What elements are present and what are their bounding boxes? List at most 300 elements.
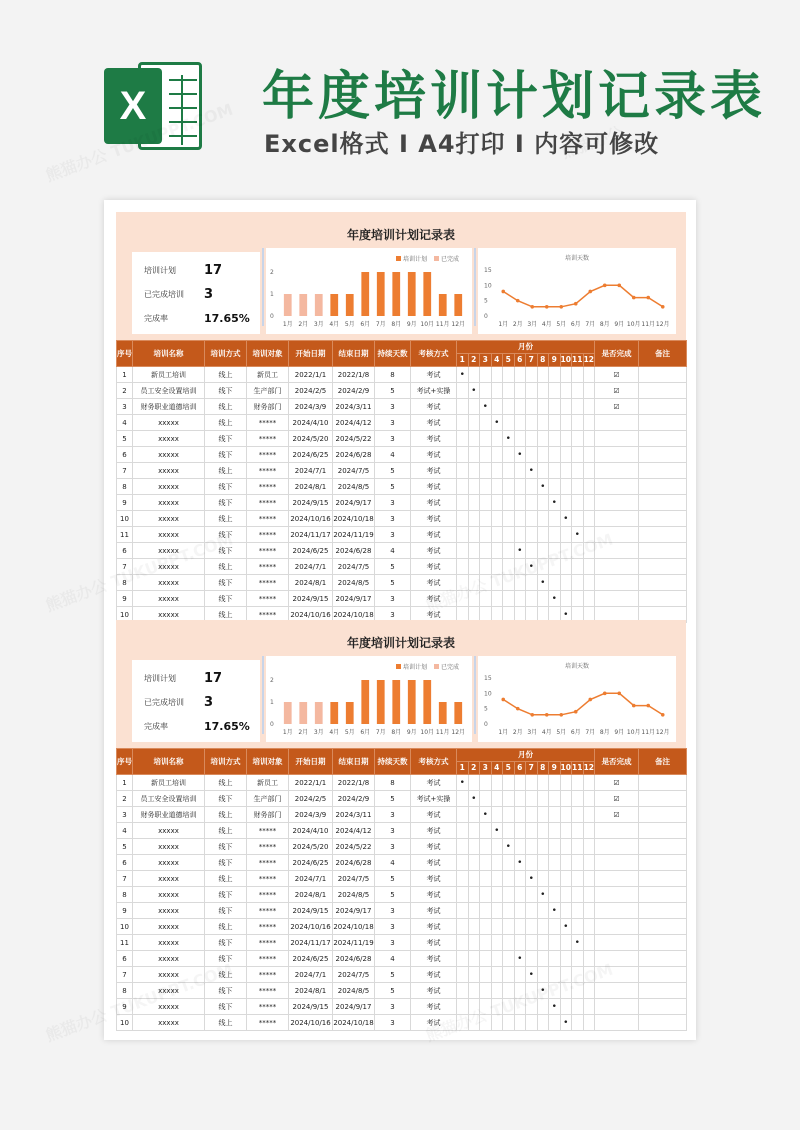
month-cell[interactable] [514, 367, 526, 383]
remark-cell[interactable] [639, 791, 687, 807]
completed-cell[interactable] [595, 935, 639, 951]
table-cell[interactable]: 2024/2/9 [333, 383, 375, 399]
table-cell[interactable]: 2024/5/20 [289, 431, 333, 447]
table-cell[interactable]: 2024/9/17 [333, 903, 375, 919]
month-cell[interactable] [503, 463, 515, 479]
month-cell[interactable] [480, 903, 492, 919]
table-cell[interactable]: ***** [247, 919, 289, 935]
table-cell[interactable]: 线上 [205, 807, 247, 823]
completed-cell[interactable] [595, 791, 639, 807]
month-cell[interactable] [549, 935, 561, 951]
remark-cell[interactable] [639, 447, 687, 463]
table-cell[interactable]: ***** [247, 447, 289, 463]
table-cell[interactable]: 3 [375, 903, 411, 919]
month-cell[interactable] [537, 367, 549, 383]
month-cell[interactable] [514, 823, 526, 839]
table-cell[interactable]: xxxxx [133, 983, 205, 999]
month-cell[interactable] [503, 543, 515, 559]
remark-cell[interactable] [639, 559, 687, 575]
month-cell[interactable] [514, 935, 526, 951]
month-cell[interactable] [583, 935, 595, 951]
table-cell[interactable]: 考试 [411, 967, 457, 983]
table-cell[interactable]: 5 [375, 871, 411, 887]
table-cell[interactable]: ***** [247, 999, 289, 1015]
month-cell[interactable] [480, 511, 492, 527]
table-cell[interactable]: 2024/5/20 [289, 839, 333, 855]
table-cell[interactable]: 9 [117, 903, 133, 919]
table-cell[interactable]: xxxxx [133, 543, 205, 559]
table-cell[interactable]: 考试 [411, 919, 457, 935]
table-cell[interactable]: 2024/6/25 [289, 951, 333, 967]
table-cell[interactable]: 考试 [411, 511, 457, 527]
month-cell[interactable] [457, 511, 469, 527]
month-cell[interactable] [514, 839, 526, 855]
table-cell[interactable]: 2024/7/5 [333, 559, 375, 575]
month-cell[interactable] [503, 967, 515, 983]
table-cell[interactable]: 6 [117, 543, 133, 559]
month-cell[interactable] [572, 511, 584, 527]
month-cell[interactable] [491, 415, 503, 431]
table-cell[interactable]: ***** [247, 887, 289, 903]
month-cell[interactable] [491, 839, 503, 855]
month-cell[interactable] [491, 479, 503, 495]
table-cell[interactable]: 线下 [205, 887, 247, 903]
month-cell[interactable] [583, 415, 595, 431]
completed-cell[interactable] [595, 399, 639, 415]
table-cell[interactable]: 2022/1/1 [289, 775, 333, 791]
table-cell[interactable]: xxxxx [133, 887, 205, 903]
month-cell[interactable] [560, 591, 572, 607]
month-cell[interactable] [549, 511, 561, 527]
table-cell[interactable]: ***** [247, 463, 289, 479]
month-cell[interactable] [537, 951, 549, 967]
month-cell[interactable] [491, 463, 503, 479]
month-cell[interactable] [526, 903, 538, 919]
month-cell[interactable] [457, 415, 469, 431]
month-cell[interactable] [514, 1015, 526, 1031]
month-cell[interactable] [503, 919, 515, 935]
table-cell[interactable]: 10 [117, 511, 133, 527]
table-cell[interactable]: xxxxx [133, 415, 205, 431]
month-cell[interactable] [457, 431, 469, 447]
table-cell[interactable]: 2024/4/10 [289, 823, 333, 839]
remark-cell[interactable] [639, 823, 687, 839]
table-cell[interactable]: 4 [375, 855, 411, 871]
completed-cell[interactable] [595, 559, 639, 575]
month-cell[interactable] [457, 463, 469, 479]
table-cell[interactable]: 10 [117, 607, 133, 623]
month-cell[interactable] [560, 367, 572, 383]
month-cell[interactable] [468, 479, 480, 495]
table-cell[interactable]: ***** [247, 431, 289, 447]
month-cell[interactable] [560, 791, 572, 807]
month-cell[interactable] [491, 431, 503, 447]
month-cell[interactable] [457, 919, 469, 935]
table-cell[interactable]: 5 [375, 559, 411, 575]
table-cell[interactable]: 3 [117, 807, 133, 823]
table-cell[interactable]: 考试 [411, 903, 457, 919]
month-cell[interactable] [583, 839, 595, 855]
month-cell[interactable] [572, 871, 584, 887]
table-cell[interactable]: 2 [117, 383, 133, 399]
month-cell[interactable] [491, 967, 503, 983]
table-cell[interactable]: 考试 [411, 559, 457, 575]
remark-cell[interactable] [639, 591, 687, 607]
month-cell[interactable] [503, 399, 515, 415]
month-cell[interactable] [572, 791, 584, 807]
month-cell[interactable] [468, 399, 480, 415]
table-cell[interactable]: xxxxx [133, 903, 205, 919]
month-cell[interactable] [583, 807, 595, 823]
month-cell[interactable] [560, 775, 572, 791]
completed-cell[interactable] [595, 903, 639, 919]
table-cell[interactable]: 1 [117, 367, 133, 383]
table-cell[interactable]: 3 [117, 399, 133, 415]
table-cell[interactable]: 8 [117, 479, 133, 495]
completed-cell[interactable] [595, 983, 639, 999]
month-cell[interactable] [468, 935, 480, 951]
table-cell[interactable]: 2022/1/8 [333, 775, 375, 791]
month-cell[interactable] [537, 527, 549, 543]
month-cell[interactable] [572, 935, 584, 951]
completed-cell[interactable] [595, 999, 639, 1015]
table-cell[interactable]: ***** [247, 527, 289, 543]
table-cell[interactable]: 2024/9/17 [333, 495, 375, 511]
month-cell[interactable] [526, 871, 538, 887]
completed-cell[interactable] [595, 807, 639, 823]
table-cell[interactable]: 2024/10/18 [333, 511, 375, 527]
table-cell[interactable]: 考试 [411, 983, 457, 999]
month-cell[interactable] [560, 511, 572, 527]
month-cell[interactable] [537, 447, 549, 463]
remark-cell[interactable] [639, 951, 687, 967]
table-cell[interactable]: 3 [375, 807, 411, 823]
month-cell[interactable] [560, 463, 572, 479]
month-cell[interactable] [560, 415, 572, 431]
month-cell[interactable] [583, 591, 595, 607]
month-cell[interactable] [537, 775, 549, 791]
month-cell[interactable] [480, 431, 492, 447]
month-cell[interactable] [491, 399, 503, 415]
month-cell[interactable] [491, 367, 503, 383]
month-cell[interactable] [457, 791, 469, 807]
table-cell[interactable]: 3 [375, 823, 411, 839]
month-cell[interactable] [526, 967, 538, 983]
month-cell[interactable] [526, 479, 538, 495]
month-cell[interactable] [583, 823, 595, 839]
month-cell[interactable] [549, 823, 561, 839]
table-cell[interactable]: xxxxx [133, 607, 205, 623]
month-cell[interactable] [572, 383, 584, 399]
month-cell[interactable] [514, 791, 526, 807]
month-cell[interactable] [503, 479, 515, 495]
month-cell[interactable] [526, 447, 538, 463]
month-cell[interactable] [537, 935, 549, 951]
remark-cell[interactable] [639, 431, 687, 447]
month-cell[interactable] [560, 935, 572, 951]
month-cell[interactable] [572, 823, 584, 839]
table-cell[interactable]: 2024/8/1 [289, 983, 333, 999]
table-cell[interactable]: 5 [117, 431, 133, 447]
table-cell[interactable]: ***** [247, 823, 289, 839]
month-cell[interactable] [526, 791, 538, 807]
month-cell[interactable] [537, 383, 549, 399]
month-cell[interactable] [537, 591, 549, 607]
table-cell[interactable]: 考试 [411, 527, 457, 543]
table-cell[interactable]: 3 [375, 591, 411, 607]
table-cell[interactable]: 2024/4/12 [333, 823, 375, 839]
table-cell[interactable]: 10 [117, 919, 133, 935]
month-cell[interactable] [491, 887, 503, 903]
table-cell[interactable]: 4 [375, 951, 411, 967]
month-cell[interactable] [480, 871, 492, 887]
table-cell[interactable]: 线下 [205, 839, 247, 855]
month-cell[interactable] [583, 575, 595, 591]
month-cell[interactable] [503, 775, 515, 791]
month-cell[interactable] [560, 807, 572, 823]
table-cell[interactable]: 2024/3/9 [289, 399, 333, 415]
table-cell[interactable]: xxxxx [133, 839, 205, 855]
month-cell[interactable] [480, 919, 492, 935]
month-cell[interactable] [572, 447, 584, 463]
month-cell[interactable] [457, 807, 469, 823]
month-cell[interactable] [514, 775, 526, 791]
month-cell[interactable] [583, 887, 595, 903]
table-cell[interactable]: 线上 [205, 399, 247, 415]
table-cell[interactable]: 2024/6/28 [333, 855, 375, 871]
month-cell[interactable] [457, 543, 469, 559]
table-cell[interactable]: 线上 [205, 967, 247, 983]
month-cell[interactable] [514, 495, 526, 511]
month-cell[interactable] [560, 383, 572, 399]
month-cell[interactable] [514, 527, 526, 543]
month-cell[interactable] [457, 935, 469, 951]
table-cell[interactable]: xxxxx [133, 823, 205, 839]
completed-cell[interactable] [595, 855, 639, 871]
month-cell[interactable] [457, 559, 469, 575]
month-cell[interactable] [549, 951, 561, 967]
remark-cell[interactable] [639, 807, 687, 823]
month-cell[interactable] [503, 951, 515, 967]
table-cell[interactable]: 财务职业道德培训 [133, 399, 205, 415]
completed-cell[interactable] [595, 415, 639, 431]
table-cell[interactable]: 新员工培训 [133, 367, 205, 383]
month-cell[interactable] [526, 823, 538, 839]
month-cell[interactable] [549, 527, 561, 543]
month-cell[interactable] [480, 367, 492, 383]
table-cell[interactable]: 6 [117, 447, 133, 463]
month-cell[interactable] [514, 807, 526, 823]
month-cell[interactable] [526, 775, 538, 791]
month-cell[interactable] [457, 495, 469, 511]
table-cell[interactable]: 2024/4/12 [333, 415, 375, 431]
table-cell[interactable]: 考试 [411, 935, 457, 951]
month-cell[interactable] [560, 855, 572, 871]
month-cell[interactable] [549, 839, 561, 855]
month-cell[interactable] [537, 903, 549, 919]
table-cell[interactable]: 考试+实操 [411, 383, 457, 399]
month-cell[interactable] [549, 887, 561, 903]
table-cell[interactable]: 线下 [205, 543, 247, 559]
month-cell[interactable] [514, 399, 526, 415]
table-cell[interactable]: 6 [117, 951, 133, 967]
month-cell[interactable] [491, 775, 503, 791]
month-cell[interactable] [514, 431, 526, 447]
table-cell[interactable]: 6 [117, 855, 133, 871]
month-cell[interactable] [549, 1015, 561, 1031]
table-cell[interactable]: 线下 [205, 983, 247, 999]
month-cell[interactable] [526, 463, 538, 479]
month-cell[interactable] [526, 839, 538, 855]
table-cell[interactable]: ***** [247, 983, 289, 999]
table-cell[interactable]: 2024/10/18 [333, 919, 375, 935]
remark-cell[interactable] [639, 479, 687, 495]
month-cell[interactable] [560, 479, 572, 495]
table-cell[interactable]: xxxxx [133, 951, 205, 967]
month-cell[interactable] [537, 511, 549, 527]
month-cell[interactable] [572, 415, 584, 431]
completed-cell[interactable] [595, 823, 639, 839]
month-cell[interactable] [468, 527, 480, 543]
table-cell[interactable]: 3 [375, 935, 411, 951]
month-cell[interactable] [457, 775, 469, 791]
month-cell[interactable] [572, 839, 584, 855]
month-cell[interactable] [468, 447, 480, 463]
month-cell[interactable] [457, 871, 469, 887]
table-cell[interactable]: 线下 [205, 479, 247, 495]
remark-cell[interactable] [639, 383, 687, 399]
table-cell[interactable]: 2024/11/19 [333, 527, 375, 543]
month-cell[interactable] [560, 903, 572, 919]
table-cell[interactable]: 5 [375, 479, 411, 495]
table-cell[interactable]: 2024/8/5 [333, 575, 375, 591]
month-cell[interactable] [526, 591, 538, 607]
month-cell[interactable] [468, 839, 480, 855]
table-cell[interactable]: 线下 [205, 951, 247, 967]
table-cell[interactable]: 3 [375, 999, 411, 1015]
month-cell[interactable] [583, 463, 595, 479]
remark-cell[interactable] [639, 527, 687, 543]
table-cell[interactable]: 2024/9/17 [333, 591, 375, 607]
month-cell[interactable] [491, 495, 503, 511]
table-cell[interactable]: 2024/4/10 [289, 415, 333, 431]
month-cell[interactable] [583, 855, 595, 871]
month-cell[interactable] [468, 855, 480, 871]
table-cell[interactable]: 2024/11/17 [289, 935, 333, 951]
month-cell[interactable] [537, 807, 549, 823]
month-cell[interactable] [583, 367, 595, 383]
month-cell[interactable] [491, 855, 503, 871]
table-cell[interactable]: 线上 [205, 415, 247, 431]
month-cell[interactable] [526, 1015, 538, 1031]
month-cell[interactable] [583, 511, 595, 527]
table-cell[interactable]: 7 [117, 967, 133, 983]
month-cell[interactable] [503, 591, 515, 607]
month-cell[interactable] [480, 855, 492, 871]
remark-cell[interactable] [639, 415, 687, 431]
completed-cell[interactable] [595, 919, 639, 935]
table-cell[interactable]: 3 [375, 527, 411, 543]
table-cell[interactable]: 考试 [411, 823, 457, 839]
month-cell[interactable] [560, 839, 572, 855]
table-cell[interactable]: 5 [375, 575, 411, 591]
month-cell[interactable] [572, 591, 584, 607]
month-cell[interactable] [457, 967, 469, 983]
table-cell[interactable]: 生产部门 [247, 791, 289, 807]
table-cell[interactable]: 8 [117, 887, 133, 903]
table-cell[interactable]: 2024/10/16 [289, 919, 333, 935]
month-cell[interactable] [514, 591, 526, 607]
table-cell[interactable]: 2024/9/15 [289, 495, 333, 511]
completed-cell[interactable] [595, 511, 639, 527]
remark-cell[interactable] [639, 543, 687, 559]
table-cell[interactable]: 4 [375, 543, 411, 559]
table-cell[interactable]: 考试 [411, 543, 457, 559]
month-cell[interactable] [572, 1015, 584, 1031]
month-cell[interactable] [526, 807, 538, 823]
month-cell[interactable] [514, 887, 526, 903]
month-cell[interactable] [503, 871, 515, 887]
month-cell[interactable] [537, 791, 549, 807]
month-cell[interactable] [549, 591, 561, 607]
table-cell[interactable]: xxxxx [133, 479, 205, 495]
table-cell[interactable]: 考试 [411, 607, 457, 623]
month-cell[interactable] [468, 383, 480, 399]
table-cell[interactable]: 考试 [411, 775, 457, 791]
table-cell[interactable]: 2024/6/28 [333, 447, 375, 463]
table-cell[interactable]: 线下 [205, 903, 247, 919]
month-cell[interactable] [560, 823, 572, 839]
month-cell[interactable] [457, 367, 469, 383]
month-cell[interactable] [526, 935, 538, 951]
month-cell[interactable] [503, 367, 515, 383]
month-cell[interactable] [560, 871, 572, 887]
month-cell[interactable] [537, 1015, 549, 1031]
table-cell[interactable]: xxxxx [133, 431, 205, 447]
month-cell[interactable] [491, 823, 503, 839]
checkbox-checked-icon[interactable]: ☑ [613, 810, 620, 819]
completed-cell[interactable] [595, 887, 639, 903]
month-cell[interactable] [480, 951, 492, 967]
remark-cell[interactable] [639, 511, 687, 527]
table-cell[interactable]: 3 [375, 511, 411, 527]
table-cell[interactable]: 员工安全设置培训 [133, 383, 205, 399]
table-cell[interactable]: 4 [375, 447, 411, 463]
table-cell[interactable]: 线上 [205, 607, 247, 623]
month-cell[interactable] [457, 951, 469, 967]
table-cell[interactable]: 11 [117, 527, 133, 543]
table-cell[interactable]: 2024/8/1 [289, 575, 333, 591]
table-cell[interactable]: 线下 [205, 575, 247, 591]
table-cell[interactable]: 2024/6/28 [333, 951, 375, 967]
month-cell[interactable] [572, 807, 584, 823]
table-cell[interactable]: 5 [375, 791, 411, 807]
table-cell[interactable]: 线下 [205, 383, 247, 399]
completed-cell[interactable] [595, 431, 639, 447]
table-cell[interactable]: 线上 [205, 559, 247, 575]
remark-cell[interactable] [639, 1015, 687, 1031]
table-cell[interactable]: 2024/9/15 [289, 903, 333, 919]
month-cell[interactable] [583, 479, 595, 495]
month-cell[interactable] [583, 399, 595, 415]
table-cell[interactable]: ***** [247, 855, 289, 871]
month-cell[interactable] [549, 495, 561, 511]
month-cell[interactable] [526, 511, 538, 527]
month-cell[interactable] [457, 383, 469, 399]
table-cell[interactable]: 3 [375, 415, 411, 431]
table-cell[interactable]: 新员工 [247, 775, 289, 791]
table-cell[interactable]: 2024/8/1 [289, 887, 333, 903]
